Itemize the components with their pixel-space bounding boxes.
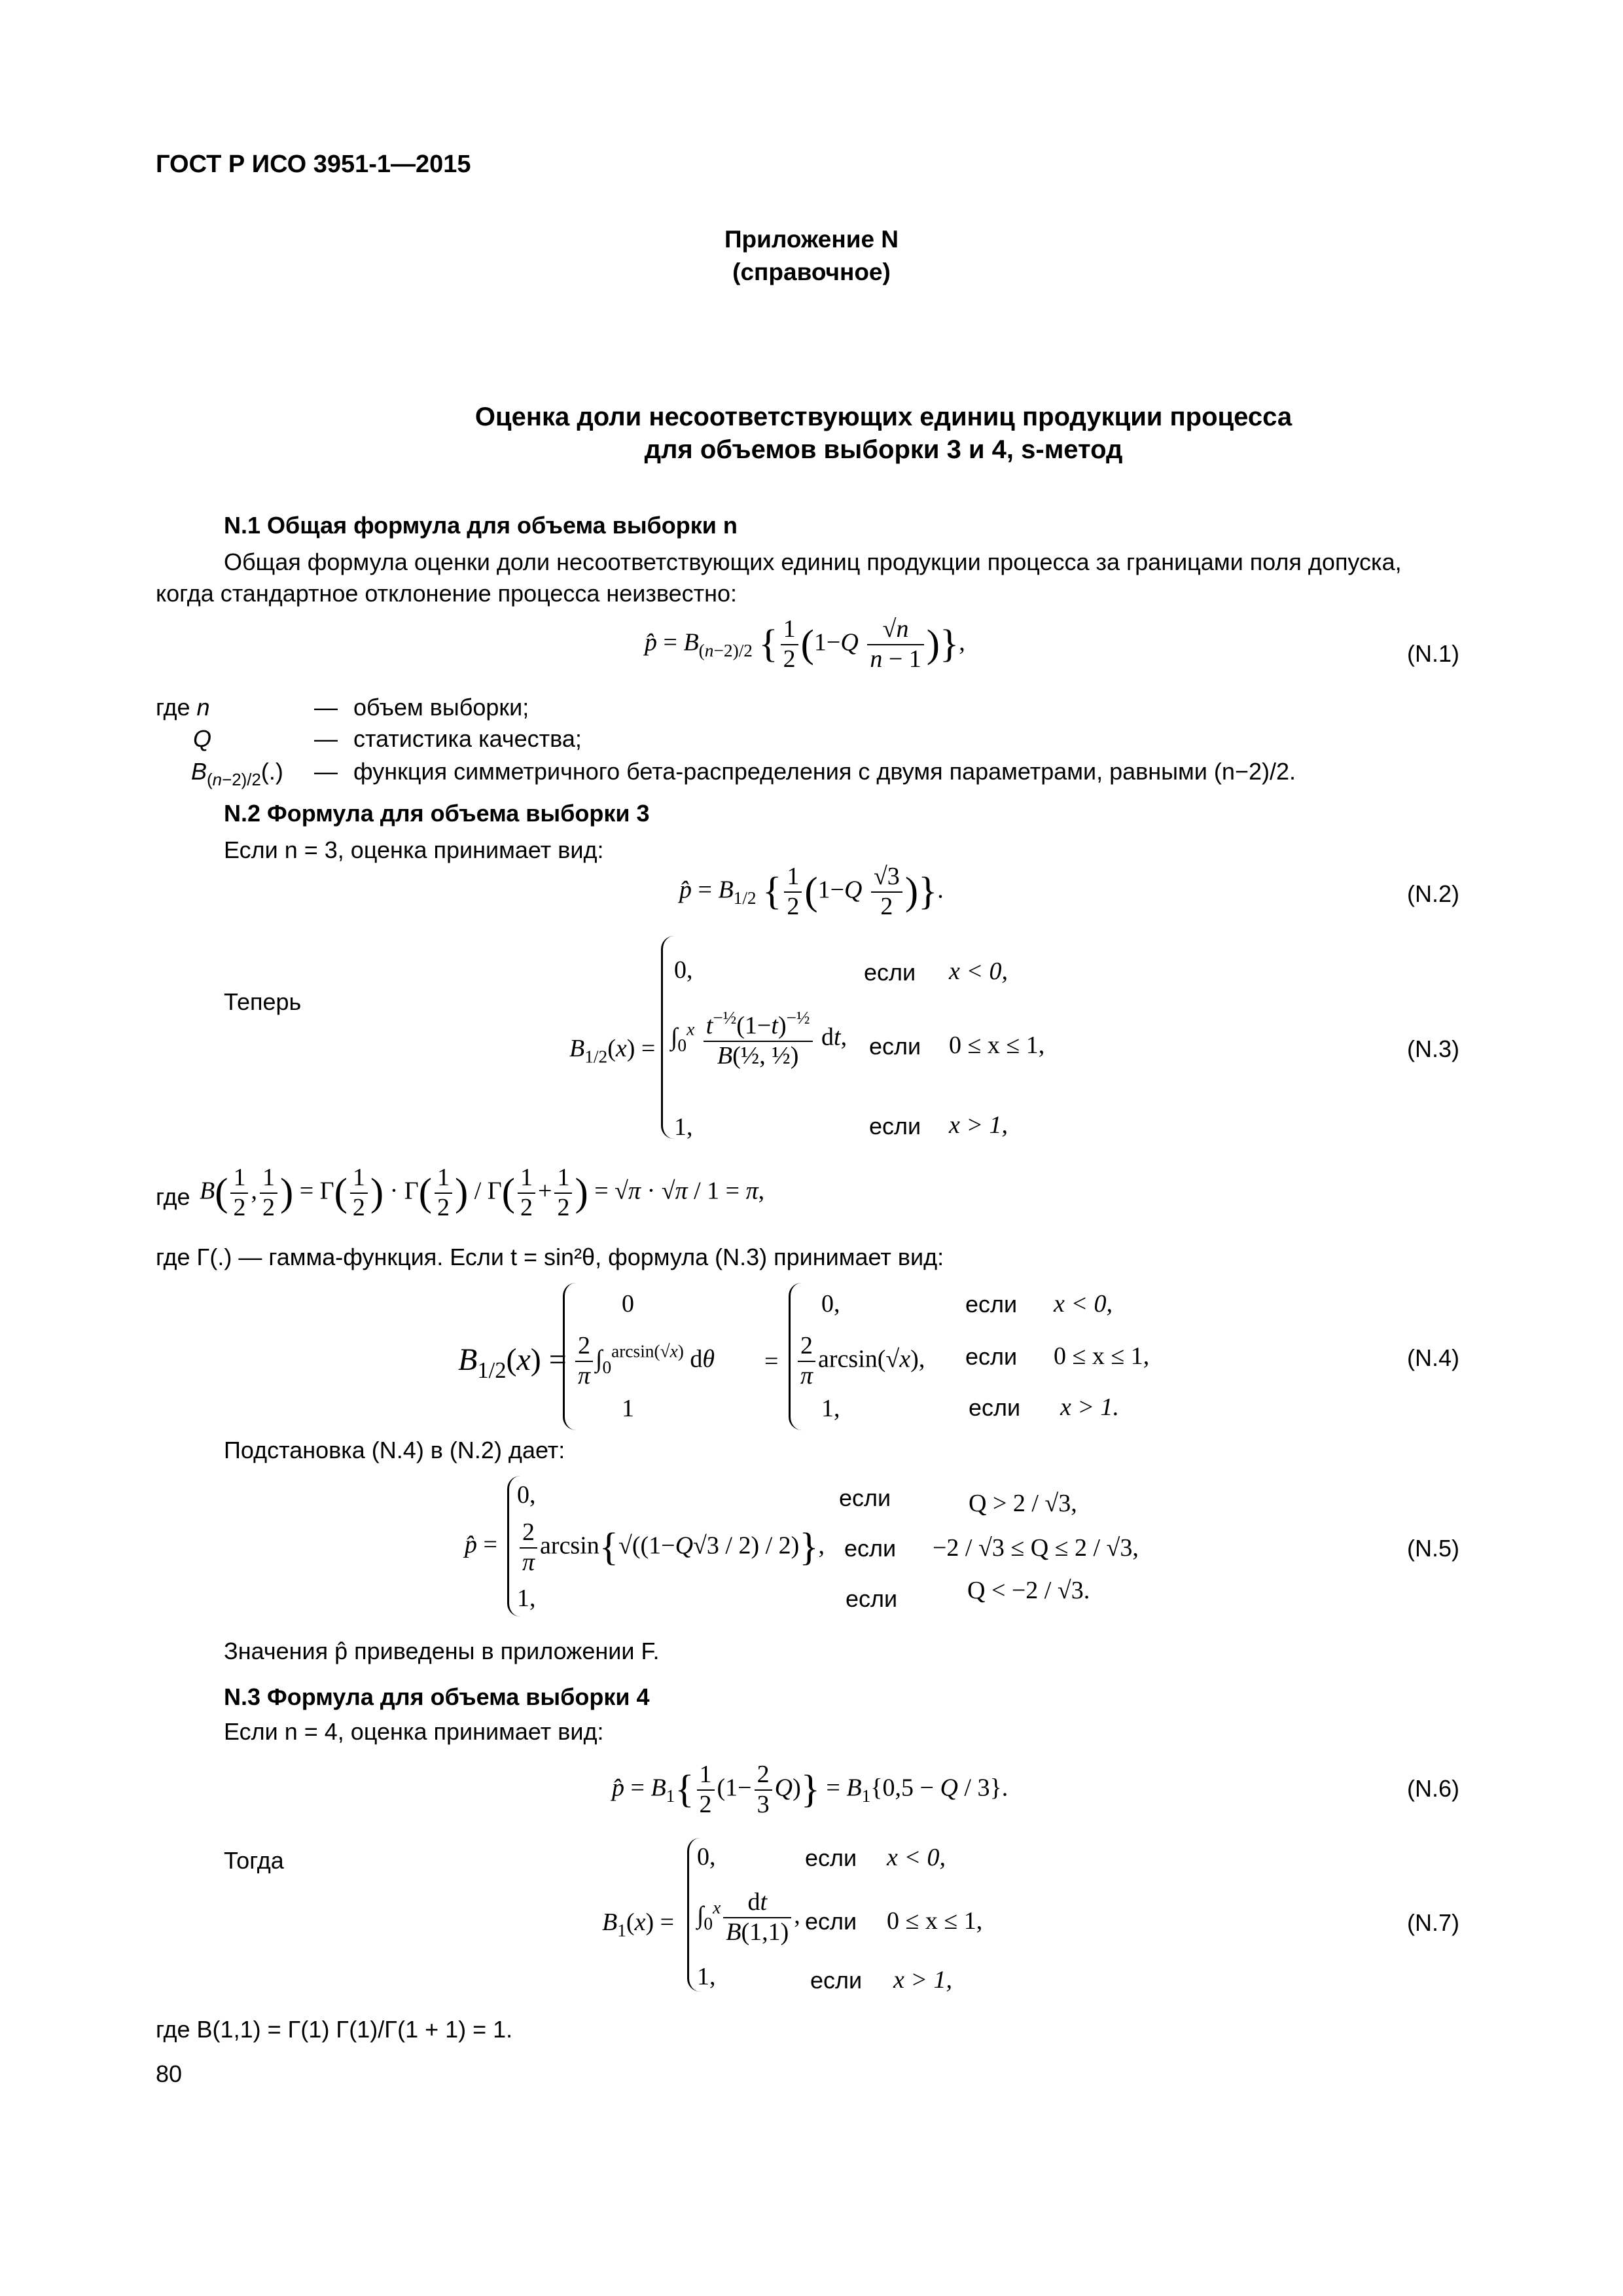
n4-if-2: если [965, 1343, 1018, 1370]
n4-cond-1: x < 0, [1054, 1290, 1113, 1318]
equation-n2: p̂ = $B_{1/2}$ { $\frac{1}{2}$ (1−Q $\frac{√3}{2}$ )}. [679, 863, 944, 920]
section1-paragraph-line2: когда стандартное отклонение процесса неизвестно: [156, 580, 738, 607]
equation-number-n6: (N.6) [1407, 1775, 1459, 1802]
n3-if-1: если [864, 959, 916, 986]
n4-left-case3: 1 [622, 1395, 634, 1422]
equation-number-n2: (N.2) [1407, 880, 1459, 907]
equation-n6: p̂ = $B_1${ $\frac{1}{2}$ (1− $\frac{2}{3}$ $Q)\} = B_1\{0,5 - Q / 3\}$. [612, 1761, 1008, 1818]
n3-case1-value: 0, [674, 956, 693, 984]
n3-if-2: если [869, 1033, 921, 1060]
where-dash-2: — [314, 725, 338, 752]
section-heading-n1: N.1 Общая формула для объема выборки n [224, 512, 738, 539]
n4-equals: = [764, 1348, 779, 1375]
section-heading-n2: N.2 Формула для объема выборки 3 [224, 800, 650, 827]
n4-left-case2: $\frac{2}{\pi}$ $\int_0^{arcsin(√x)}$ dθ [573, 1332, 715, 1390]
where-text-beta: функция симметричного бета-распределения с двумя параметрами, равными (n−2)/2. [353, 758, 1296, 785]
n5-case2: $\frac{2}{\pi}$ arcsin{√((1−Q√3 / 2) / 2)}, [517, 1518, 825, 1577]
section2-intro: Если n = 3, оценка принимает вид: [224, 836, 604, 863]
main-title-line2: для объемов выборки 3 и 4, s-метод [644, 435, 1123, 464]
final-note: где B(1,1) = Γ(1) Γ(1)/Γ(1 + 1) = 1. [156, 2016, 513, 2043]
equation-number-n1: (N.1) [1407, 640, 1459, 667]
n5-case3: 1, [517, 1585, 536, 1612]
where-text-n: объем выборки; [353, 694, 529, 721]
section1-paragraph-line1: Общая формула оценки доли несоответствующих единиц продукции процесса за границами поля допуска, [224, 548, 1402, 575]
n4-right-case2: $\frac{2}{\pi}$ arcsin(√x), [795, 1332, 925, 1390]
gamma-function-text: где Γ(.) — гамма-функция. Если t = sin²θ, формула (N.3) принимает вид: [156, 1244, 944, 1270]
n4-cond-3: x > 1. [1060, 1393, 1120, 1421]
equation-n1: p̂ = $B_{(n-2)/2}$ { $\frac{1}{2}$ (1−Q $\frac{√n}{n - 1}$ )}, [645, 615, 965, 673]
n3-case3-value: 1, [674, 1113, 693, 1141]
now-label: Теперь [224, 988, 302, 1015]
n3-case2-integral: $\int_0^x$ $\frac{t^{-\frac{1}{2}}(1-t)^{-\frac{1}{2}}}{\text{B(½, ½)}}$ dt, [671, 1008, 847, 1069]
n7-cond-1: x < 0, [887, 1844, 946, 1871]
equation-n5-lhs: p̂ = [465, 1531, 497, 1558]
where-symbol-n: где n [156, 694, 210, 721]
n7-case2: $\int_0^x$ $\frac{dt}{B(1,1)}$ , [697, 1888, 800, 1946]
equation-n3-lhs: $B_{1/2}(x)$ = [569, 1035, 656, 1067]
n7-cond-2: 0 ≤ x ≤ 1, [887, 1907, 983, 1935]
values-note: Значения p̂ приведены в приложении F. [224, 1638, 660, 1664]
n5-cond-1: Q > 2 / √3, [969, 1490, 1077, 1517]
n7-case1: 0, [697, 1843, 716, 1871]
equation-number-n5: (N.5) [1407, 1535, 1459, 1562]
main-title-line1: Оценка доли несоответствующих единиц продукции процесса [474, 403, 1293, 431]
page-number: 80 [156, 2060, 183, 2087]
n4-cond-2: 0 ≤ x ≤ 1, [1054, 1342, 1150, 1370]
n3-if-3: если [869, 1113, 921, 1139]
where-symbol-beta: $B_{(n-2)/2}(.)$ [191, 758, 283, 790]
n5-if-2: если [844, 1535, 897, 1562]
document-header: ГОСТ Р ИСО 3951-1—2015 [156, 151, 471, 178]
n5-if-3: если [846, 1585, 898, 1612]
n5-case1: 0, [517, 1481, 536, 1509]
where-dash-1: — [314, 694, 338, 721]
n4-left-case1: 0 [622, 1290, 634, 1318]
where-text-q: статистика качества; [353, 725, 582, 752]
where-b-label: где [156, 1183, 190, 1210]
n5-if-1: если [839, 1484, 891, 1511]
n7-cond-3: x > 1, [893, 1966, 953, 1994]
n7-if-1: если [805, 1844, 857, 1871]
equation-number-n7: (N.7) [1407, 1909, 1459, 1936]
n4-right-case3: 1, [821, 1395, 840, 1422]
n3-cond-2: 0 ≤ x ≤ 1, [949, 1031, 1045, 1059]
n3-cond-1: x < 0, [949, 958, 1008, 985]
n4-if-3: если [969, 1394, 1021, 1421]
equation-n4-lhs: $B_{1/2}(x)$ = [458, 1342, 567, 1384]
then-label: Тогда [224, 1847, 284, 1874]
equation-number-n4: (N.4) [1407, 1344, 1459, 1371]
section-heading-n3: N.3 Формула для объема выборки 4 [224, 1683, 650, 1710]
n4-if-1: если [965, 1291, 1018, 1318]
n5-cond-2: −2 / √3 ≤ Q ≤ 2 / √3, [933, 1534, 1139, 1562]
where-symbol-q: Q [193, 725, 212, 752]
n3-cond-3: x > 1, [949, 1111, 1008, 1139]
equation-number-n3: (N.3) [1407, 1035, 1459, 1062]
beta-half-identity: B( $\frac{1}{2}$ , $\frac{1}{2}$ ) = Γ( $\frac{1}{2}$ ) · Γ( $\frac{1}{2}$ ) / Γ( $\frac{1}{2}$ + $\frac{1}{2}$ ) = √π · √π / 1 = π, [200, 1164, 765, 1221]
annex-note: (справочное) [732, 259, 891, 285]
n7-case3: 1, [697, 1963, 716, 1990]
substitution-text: Подстановка (N.4) в (N.2) дает: [224, 1437, 565, 1463]
n7-if-3: если [810, 1967, 863, 1994]
equation-n7-lhs: $B_1(x)$ = [602, 1909, 675, 1941]
n7-if-2: если [805, 1908, 857, 1935]
n4-right-case1: 0, [821, 1290, 840, 1318]
n5-cond-3: Q < −2 / √3. [967, 1577, 1090, 1604]
where-dash-3: — [314, 758, 338, 785]
section3-intro: Если n = 4, оценка принимает вид: [224, 1718, 604, 1745]
annex-title: Приложение N [724, 226, 899, 253]
